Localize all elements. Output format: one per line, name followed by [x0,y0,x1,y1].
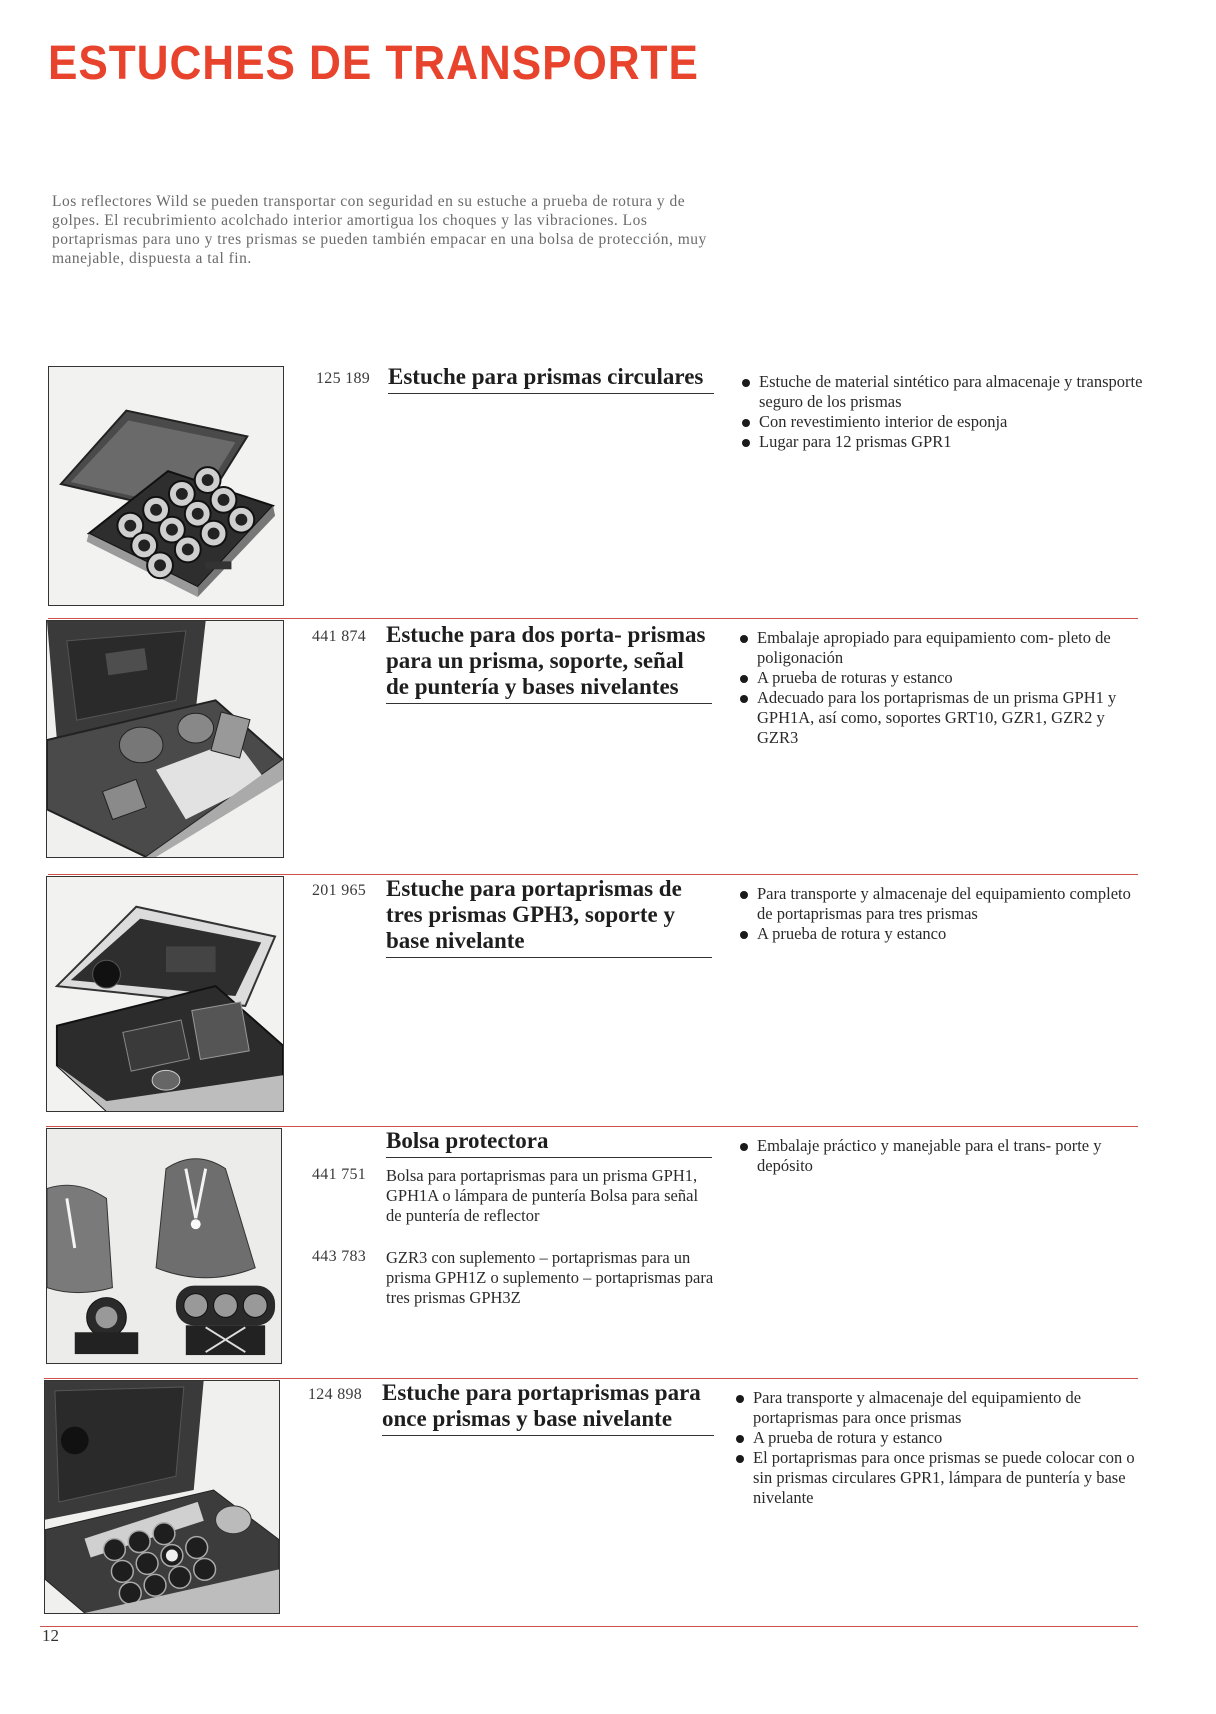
feature-item: Embalaje apropiado para equipamiento com- pleto de poligonación [740,628,1140,668]
product-code: 125 189 [316,370,371,387]
section-divider [44,1378,1138,1379]
product-code: 441 751 [312,1166,367,1183]
product-photo-eleven-holder-case [44,1380,280,1614]
feature-list [740,628,1140,748]
section-divider [46,1126,1138,1127]
product-code: 443 783 [312,1248,367,1265]
product-title: Bolsa protectora [386,1128,712,1158]
product-title: Estuche para portaprismas de tres prismas GPH3, soporte y base nivelante [386,876,712,958]
feature-list [740,1136,1140,1176]
feature-item: Lugar para 12 prismas GPR1 [742,432,1152,452]
feature-list [736,1388,1140,1508]
product-code: 441 874 [312,628,367,645]
feature-item: Adecuado para los portaprismas de un prisma GPH1 y GPH1A, así como, soportes GRT10, GZR1, GZR2 y GZR3 [740,688,1140,748]
feature-list [740,884,1140,944]
product-code: 201 965 [312,882,367,899]
feature-item: Con revestimiento interior de esponja [742,412,1152,432]
feature-item: A prueba de rotura y estanco [740,924,1140,944]
product-photo-prism-case [48,366,284,606]
page-title: ESTUCHES DE TRANSPORTE [48,37,699,90]
product-title: Estuche para portaprismas para once prismas y base nivelante [382,1380,714,1436]
section-divider [48,618,1138,619]
feature-item: Estuche de material sintético para almacenaje y transporte seguro de los prismas [742,372,1152,412]
item-description: GZR3 con suplemento – portaprismas para un prisma GPH1Z o suplemento – portaprismas para tres prismas GPH3Z [386,1248,714,1307]
product-photo-protective-bag [46,1128,282,1364]
product-title: Estuche para dos porta- prismas para un prisma, soporte, señal de puntería y bases nivelantes [386,622,712,704]
feature-item: Para transporte y almacenaje del equipamiento de portaprismas para once prismas [736,1388,1140,1428]
feature-item: El portaprismas para once prismas se puede colocar con o sin prismas circulares GPR1, lámpara de puntería y base nivelante [736,1448,1140,1508]
feature-item: Para transporte y almacenaje del equipamiento completo de portaprismas para tres prismas [740,884,1140,924]
product-title: Estuche para prismas circulares [388,364,714,394]
feature-item: A prueba de rotura y estanco [736,1428,1140,1448]
section-divider [48,874,1138,875]
feature-list [742,372,1152,452]
footer-divider [40,1626,1138,1627]
product-code: 124 898 [308,1386,363,1403]
feature-item: A prueba de roturas y estanco [740,668,1140,688]
product-photo-two-holder-case [46,620,284,858]
page-number: 12 [42,1626,59,1645]
intro-paragraph: Los reflectores Wild se pueden transportar con seguridad en su estuche a prueba de rotura y de golpes. El recubrimiento acolchado interior amortigua los choques y las vibraciones. Los portaprismas para uno y tres prismas se pueden también empacar en una bolsa de protección, muy manejable, dispuesta a tal fin. [52,193,707,267]
item-description: Bolsa para portaprismas para un prisma GPH1, GPH1A o lámpara de puntería Bolsa para señal de puntería de reflector [386,1166,699,1225]
product-photo-three-holder-case [46,876,284,1112]
feature-item: Embalaje práctico y manejable para el trans- porte y depósito [740,1136,1140,1176]
